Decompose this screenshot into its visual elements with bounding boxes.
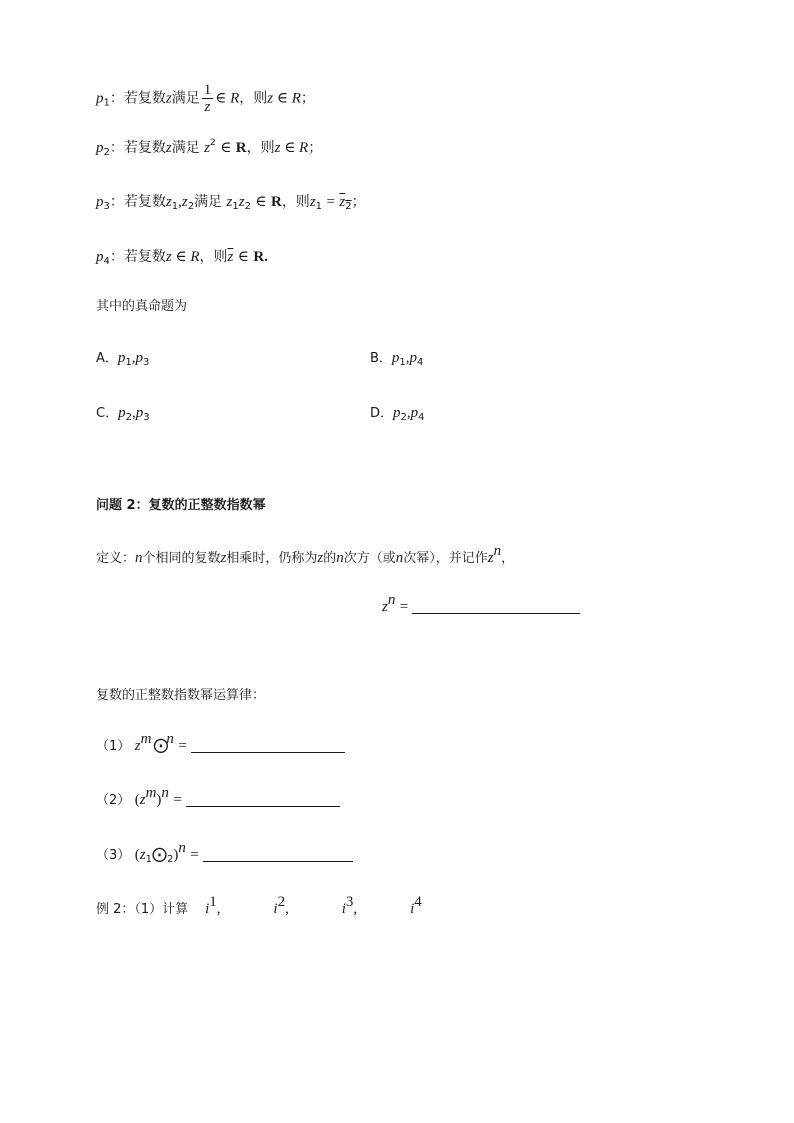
rule-2-blank[interactable] (186, 792, 340, 807)
definition-text: 定义：n个相同的复数z相乘时，仍称为z的n次方（或n次幂），并记作$z^n$， (96, 543, 515, 566)
answer-blank[interactable] (412, 599, 580, 614)
rule-3-blank[interactable] (203, 847, 353, 862)
option-c[interactable]: C．$p_2,p_3$ (96, 405, 150, 423)
rule-3: （3） $(z_1⨀_2)^n$ = (96, 845, 353, 866)
example-2: 例 2：（1）计算 $i^1$, $i^2$, $i^3$, $i^4$ (96, 894, 422, 917)
option-b[interactable]: B．$p_1,p_4$ (370, 350, 424, 368)
proposition-p4: $p_4$：若复数z ∈ R，则$\overline{z}$ ∈ R. (96, 249, 268, 267)
option-a[interactable]: A．$p_1,p_3$ (96, 350, 150, 368)
rule-2: （2） $(z^m)^n$ = (96, 790, 340, 811)
proposition-p3: $p_3$：若复数$z_1,z_2$满足 $z_1z_2$ ∈ R，则$z_1 = z_2$； (96, 194, 366, 212)
power-definition-formula: $z^n$ = (382, 597, 580, 617)
rule-1: （1） $z^m$ ⨀$^n$ = (96, 736, 345, 757)
p1-fraction: $\frac{1}{z}$ (203, 82, 212, 115)
option-d[interactable]: D．$p_2,p_4$ (370, 405, 425, 423)
rule-1-blank[interactable] (191, 738, 345, 753)
rules-title: 复数的正整数指数幂运算律： (96, 688, 266, 703)
p1-label: p (96, 90, 104, 107)
conjugate-z2: $z_2$ (339, 194, 352, 212)
section-heading: 问题 2：复数的正整数指数幂 (96, 498, 266, 513)
proposition-p2: $p_2$：若复数z满足 $z^2$ ∈ R，则z ∈ R； (96, 138, 323, 158)
question-stem: 其中的真命题为 (96, 299, 188, 314)
proposition-p1: $p_1$：若复数z满足 $\frac{1}{z}$ ∈ R，则z ∈ R； (96, 82, 315, 115)
